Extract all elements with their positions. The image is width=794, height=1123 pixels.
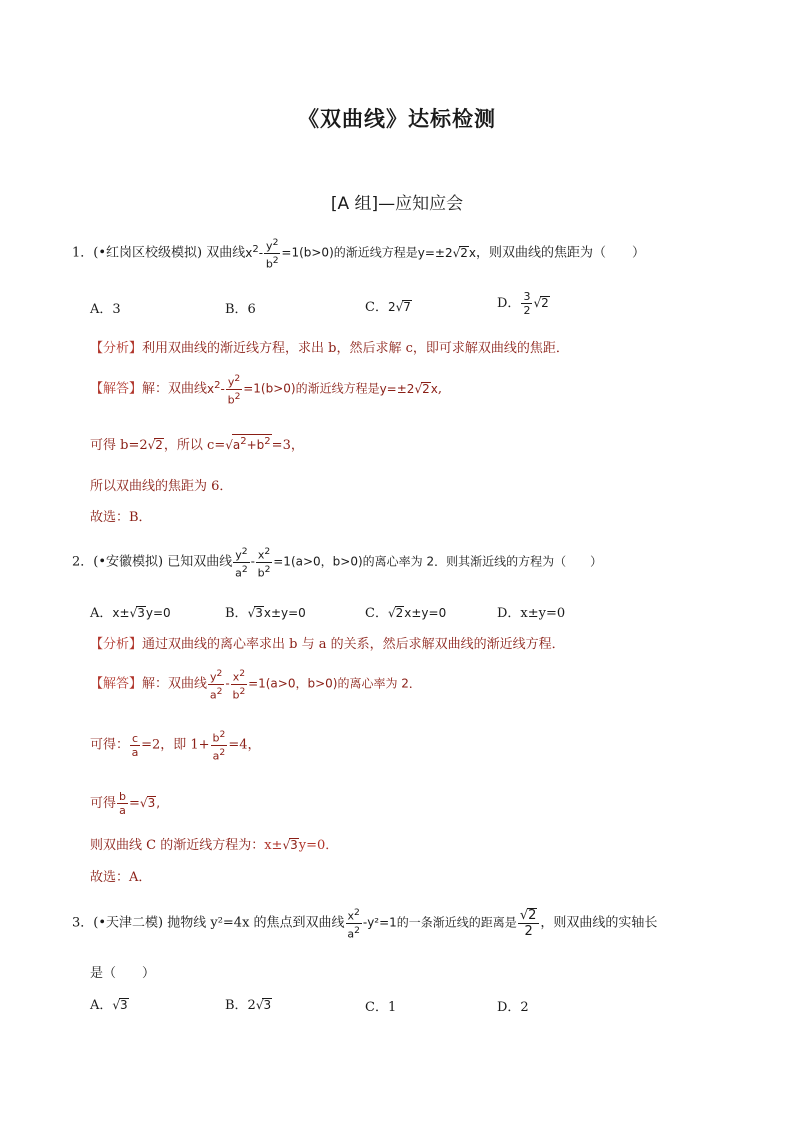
q1-answer-line4: 故选：B． <box>90 510 152 525</box>
q2-analysis: 【分析】通过双曲线的离心率求出 b 与 a 的关系，然后求解双曲线的渐近线方程． <box>90 637 565 652</box>
question-3-stem: 3．(•天津二模) 抛物线 y²=4x 的焦点到双曲线 $\frac{x^2}{a^2}$ -y²=1的一条渐近线的距离是 $\frac{√2}{2}$ ，则双曲线的实轴长 <box>72 907 658 941</box>
section-heading: [A 组]—应知应会 <box>330 194 464 214</box>
q2-option-d[interactable]: D．x±y=0 <box>497 606 566 621</box>
q3-option-a[interactable]: A．√3 <box>90 998 128 1013</box>
q1-analysis: 【分析】利用双曲线的渐近线方程，求出 b，然后求解 c，即可求解双曲线的焦距． <box>90 341 569 356</box>
page-title: 《双曲线》达标检测 <box>298 107 496 131</box>
q1-answer-line3: 所以双曲线的焦距为 6． <box>90 479 233 494</box>
q2-option-c[interactable]: C．√2x±y=0 <box>365 606 447 621</box>
q2-answer-line3: 可得 $\frac{b}{a}$ =√3, <box>90 790 161 817</box>
q3-option-b[interactable]: B．2√3 <box>225 998 272 1013</box>
q2-answer-line5: 故选：A． <box>90 870 152 885</box>
q3-option-d[interactable]: D．2 <box>497 1000 529 1015</box>
q2-answer-line2: 可得： $\frac{c}{a}$ =2，即 1+ $\frac{b^2}{a^2}$ =4， <box>90 729 261 763</box>
q2-answer-line4: 则双曲线 C 的渐近线方程为：x±√3y=0． <box>90 838 339 853</box>
q1-option-a[interactable]: A．3 <box>90 302 121 317</box>
q1-option-b[interactable]: B．6 <box>225 302 256 317</box>
q1-answer: 【解答】解：双曲线$x^2-$ $\frac{y^2}{b^2}$ =1(b>0)的渐近线方程是y=±2√2x, <box>90 373 442 407</box>
question-1-stem: 1．(•红岗区校级模拟) 双曲线$x^2-$ $\frac{y^2}{b^2}$ =1(b>0)的渐近线方程是y=±2√2x，则双曲线的焦距为（ ） <box>72 237 646 271</box>
q3-option-c[interactable]: C．1 <box>365 1000 397 1015</box>
question-2-stem: 2．(•安徽模拟) 已知双曲线 $\frac{y^2}{a^2}$ - $\frac{x^2}{b^2}$ =1(a>0，b>0)的离心率为 2．则其渐近线的方程为（ ） <box>72 546 603 580</box>
q2-answer: 【解答】解：双曲线 $\frac{y^2}{a^2}$ - $\frac{x^2}{b^2}$ =1(a>0，b>0)的离心率为 2． <box>90 668 421 702</box>
q2-option-a[interactable]: A．x±√3y=0 <box>90 606 171 621</box>
question-3-stem-line2: 是（ ） <box>90 966 156 981</box>
q1-option-d[interactable]: D． $\frac{3}{2}$ √2 <box>497 290 549 317</box>
q2-option-b[interactable]: B．√3x±y=0 <box>225 606 306 621</box>
q1-option-c[interactable]: C．2√7 <box>365 300 411 315</box>
q1-answer-line2: 可得 b=2√2，所以 $c=√a^2+b^2=3$， <box>90 436 304 453</box>
